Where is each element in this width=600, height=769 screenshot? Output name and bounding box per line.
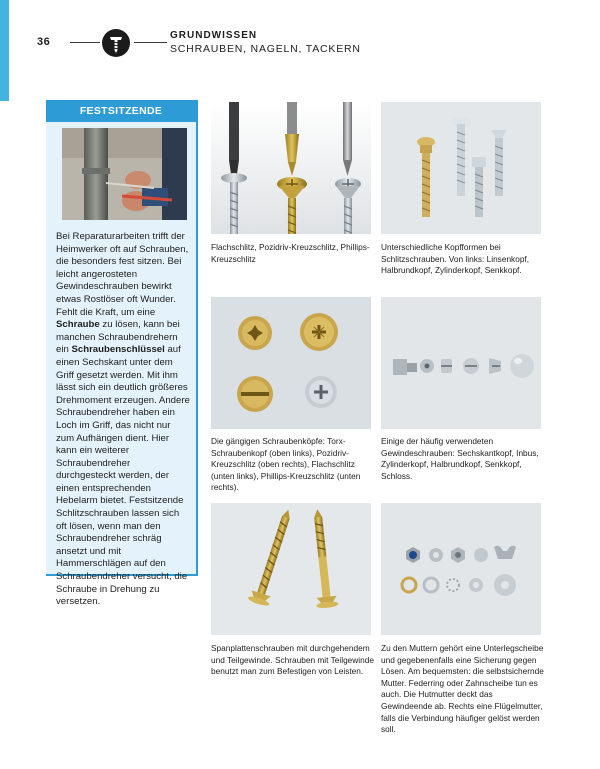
caption-machine-screws: Einige der häufig verwendeten Gewindeschrauben: Sechskantkopf, Inbus, Zylinderkopf, Halbrundkopf, Senkkopf, Schloss. <box>381 436 539 481</box>
term-schraube: Schraube <box>56 319 100 331</box>
caption-screw-head-types: Die gängigen Schraubenköpfe: Torx-Schraubenkopf (oben links), Pozidriv-Kreuzschlitz (oben rechts), Flachschlitz (unten links), Phillips-Kreuzschlitz (unten rechts). <box>211 436 361 493</box>
photo-slotted-head-shapes <box>381 102 541 234</box>
page-number: 36 <box>37 36 51 48</box>
caption-screwdriver-tips: Flachschlitz, Pozidriv-Kreuzschlitz, Phillips-Kreuzschlitz <box>211 242 370 264</box>
screw-icon <box>102 29 130 57</box>
caption-slotted-head-shapes: Unterschiedliche Kopfformen bei Schlitzschrauben. Von links: Linsenkopf, Halbrundkopf, Zylinderkopf, Senkkopf. <box>381 242 530 276</box>
info-text-part: Fehlt die Kraft, um eine <box>56 306 156 318</box>
info-text-part: auf einen Sechskant unter dem Griff gesetzt werden. Mit ihm lässt sich ein deutlich größeres Drehmoment erzeugen. Andere Schraubendreher haben ein Loch im Griff, das nicht nur zum Aufhängen dient. Hier kann ein weiterer Schraubendreher durchgesteckt werden, der einen entsprechenden Hebelarm bietet. Festsitzende Schlitzschrauben lassen sich oft lösen, wenn man den Schraubendreher schräg ansetzt und mit Hammerschlägen auf den Schraubendreher versucht, die Schraube in Drehung zu versetzen. <box>56 344 190 608</box>
info-box-sidebar <box>46 100 198 608</box>
header-rule-left <box>70 42 100 43</box>
photo-machine-screws <box>381 297 541 429</box>
caption-nuts-and-washers: Zu den Muttern gehört eine Unterlegscheibe und gegebenenfalls eine Sicherung gegen Lösen. Am bequemsten: die selbstsichernde Mutter. Federring oder Zahnscheibe tun es auch. Die Hutmutter deckt das Gewindeende ab. Rechts eine Flügelmutter, falls die Verbindung häufiger gelöst werden soll. <box>381 643 544 735</box>
info-box-title: FESTSITZENDE <box>46 100 196 122</box>
caption-chipboard-screws: Spanplattenschrauben mit durchgehendem und Teilgewinde. Schrauben mit Teilgewinde benutzt man zum Befestigen von Leisten. <box>211 643 374 677</box>
info-box-text <box>56 231 190 609</box>
info-paragraph-2 <box>56 307 190 609</box>
section-title: GRUNDWISSEN <box>170 30 258 41</box>
photo-screwdriver-tips <box>211 102 371 234</box>
photo-chipboard-screws <box>211 503 371 635</box>
info-text-part: zu lösen, kann bei manchen Schraubendrehern ein <box>56 319 180 356</box>
info-paragraph-1: Bei Reparaturarbeiten trifft der Heimwerker oft auf Schrauben, die besonders fest sitzen. Bei leicht angerosteten Gewindeschrauben bewirkt etwas Rostlöser oft Wunder. <box>56 231 189 305</box>
photo-nuts-and-washers <box>381 503 541 635</box>
workshop-photo <box>62 128 187 220</box>
section-subtitle: SCHRAUBEN, NAGELN, TACKERN <box>170 43 361 55</box>
header-rule-right <box>134 42 167 43</box>
term-schraubenschluessel: Schraubenschlüssel <box>71 344 165 356</box>
photo-screw-head-types <box>211 297 371 429</box>
edge-accent-strip <box>0 0 9 101</box>
